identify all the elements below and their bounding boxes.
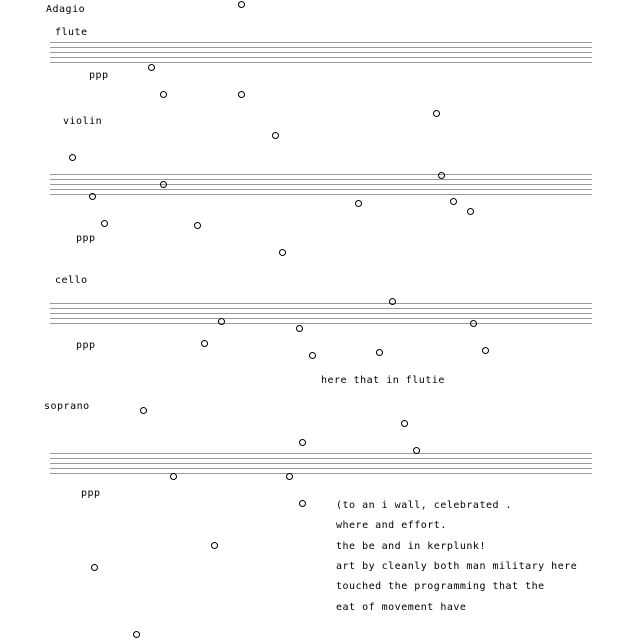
whole-note-icon (200, 339, 209, 348)
staff-violin (50, 174, 592, 195)
tempo-marking: Adagio (46, 4, 86, 15)
dynamic-flute: ppp (89, 70, 109, 81)
whole-note-icon (271, 131, 280, 140)
lyric-line: where and effort. (336, 520, 447, 531)
staff-soprano (50, 453, 592, 474)
part-label-violin: violin (63, 116, 103, 127)
whole-note-icon (308, 351, 317, 360)
dynamic-soprano: ppp (81, 488, 101, 499)
lyric-line: art by cleanly both man military here (336, 561, 578, 572)
whole-note-icon (298, 438, 307, 447)
whole-note-icon (466, 207, 475, 216)
part-label-flute: flute (55, 27, 88, 38)
whole-note-icon (100, 219, 109, 228)
whole-note-icon (159, 90, 168, 99)
whole-note-icon (68, 153, 77, 162)
whole-note-icon (193, 221, 202, 230)
whole-note-icon (139, 406, 148, 415)
dynamic-violin: ppp (76, 233, 96, 244)
whole-note-icon (481, 346, 490, 355)
whole-note-icon (237, 0, 246, 9)
whole-note-icon (132, 630, 141, 639)
whole-note-icon (432, 109, 441, 118)
lyric-line: here that in flutie (321, 375, 445, 386)
whole-note-icon (298, 499, 307, 508)
part-label-soprano: soprano (44, 401, 90, 412)
whole-note-icon (147, 63, 156, 72)
lyric-line: (to an i wall, celebrated . (336, 500, 513, 511)
whole-note-icon (90, 563, 99, 572)
part-label-cello: cello (55, 275, 88, 286)
dynamic-cello: ppp (76, 340, 96, 351)
staff-flute (50, 42, 592, 63)
whole-note-icon (295, 324, 304, 333)
whole-note-icon (449, 197, 458, 206)
whole-note-icon (354, 199, 363, 208)
whole-note-icon (278, 248, 287, 257)
lyric-line: touched the programming that the (336, 581, 545, 592)
whole-note-icon (237, 90, 246, 99)
staff-cello (50, 303, 592, 324)
whole-note-icon (210, 541, 219, 550)
lyric-line: the be and in kerplunk! (336, 541, 486, 552)
whole-note-icon (400, 419, 409, 428)
whole-note-icon (375, 348, 384, 357)
lyric-line: eat of movement have (336, 602, 467, 613)
